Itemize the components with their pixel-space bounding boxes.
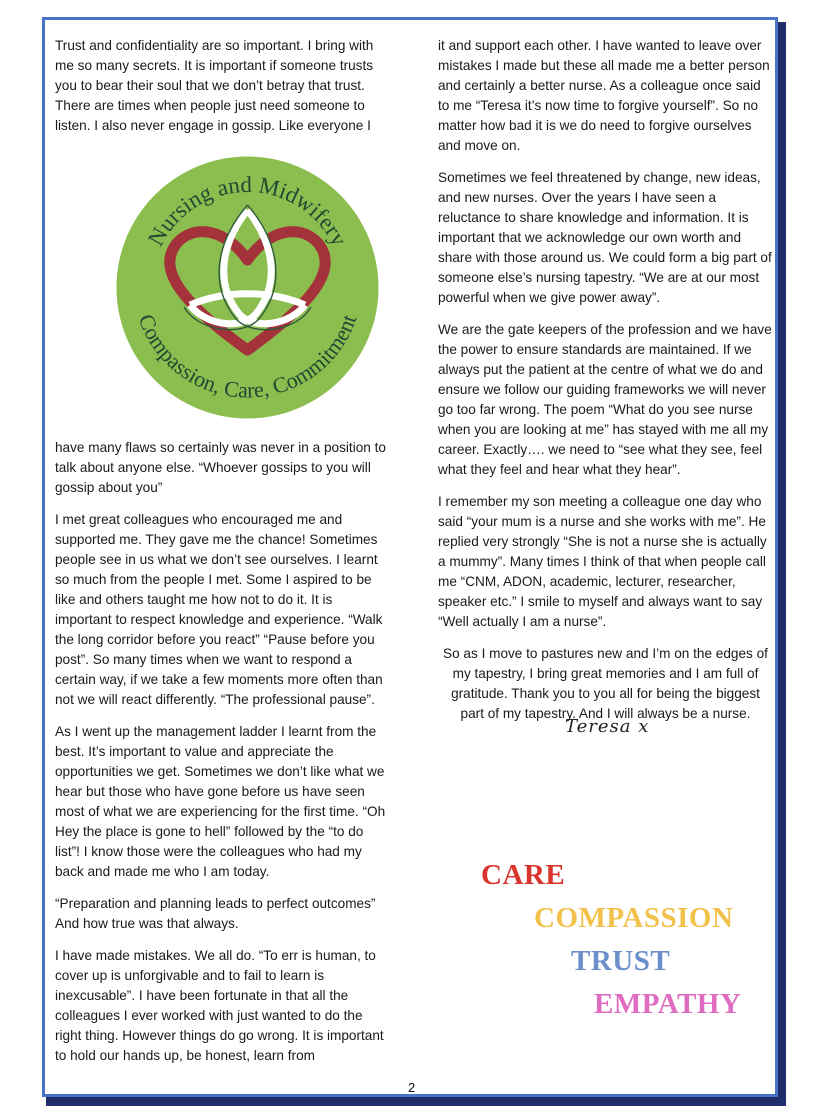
- value-compassion: COMPASSION: [534, 902, 734, 934]
- value-trust: TRUST: [571, 945, 671, 977]
- left-paragraph-gossip: have many flaws so certainly was never in a position to talk about anyone else. “Whoever gossips to you will gossip about you”: [55, 440, 386, 495]
- logo-top-text: Nursing and Midwifery: [143, 171, 353, 250]
- right-paragraph-change: Sometimes we feel threatened by change, new ideas, and new nurses. Over the years I have seen a reluctance to share knowledge and information. It is important that we acknowledge our own worth and share with those around us. We could form a big part of someone else’s nursing tapestry. “We are at our most powerful when we give power away”.: [438, 170, 772, 305]
- right-paragraph-support: it and support each other. I have wanted to leave over mistakes I made but these all made me a better person and certainly a better nurse. As a colleague once said to me “Teresa it’s now time to forgive yourself”. So no matter how bad it is we do need to forgive ourselves and move on.: [438, 38, 770, 153]
- left-paragraph-mistakes: I have made mistakes. We all do. “To err is human, to cover up is unforgivable and to fail to learn is inexcusable”. I have been fortunate in that all the colleagues I ever worked with just wanted to do the right thing. However things do go wrong. It is important to hold our hands up, be honest, learn from: [55, 948, 384, 1063]
- value-empathy: EMPATHY: [594, 988, 742, 1020]
- value-care: CARE: [481, 859, 566, 891]
- right-paragraph-gatekeepers: We are the gate keepers of the profession and we have the power to ensure standards are maintained. If we always put the patient at the centre of what we do and ensure we follow our guiding frameworks we will never go too far wrong. The poem “What do you see nurse when you are looking at me” has stayed with me all my career. Exactly…. we need to “see what they see, feel what they feel and hear what they hear”.: [438, 322, 772, 477]
- page-number: 2: [408, 1080, 416, 1095]
- nursing-midwifery-logo: [115, 155, 380, 420]
- newsletter-page: [42, 17, 778, 1097]
- logo-bottom-text: Compassion, Care, Commitment: [133, 310, 362, 403]
- left-column-continued: [55, 438, 391, 1078]
- right-paragraph-son: I remember my son meeting a colleague one day who said “your mum is a nurse and she works with me”. He replied very strongly “She is not a nurse she is actually a mummy”. Many times I think of that when people call me “CNM, ADON, academic, lecturer, researcher, speaker etc.” I smile to myself and always want to say “Well actually I am a nurse”.: [438, 494, 767, 629]
- right-paragraph-farewell: So as I move to pastures new and I’m on the edges of my tapestry, I bring great memories and I am full of gratitude. Thank you to you all for being the biggest part of my tapestry. And I will always be a nurse.: [443, 646, 768, 721]
- left-paragraph-colleagues: I met great colleagues who encouraged me and supported me. They gave me the chance! Sometimes people see in us what we don’t see ourselves. I learnt so much from the people I met. Some I aspired to be like and others taught me how not to do it. It is important to respect knowledge and experience. “Walk the long corridor before you react” “Pause before you post”. So many times when we want to respond a certain way, if we take a few moments more often than not we will react differently. “The professional pause”.: [55, 512, 383, 707]
- left-paragraph-trust: Trust and confidentiality are so important. I bring with me so many secrets. It is important if someone trusts you to bear their soul that we don’t betray that trust. There are times when people just need someone to listen. I also never engage in gossip. Like everyone I: [55, 38, 374, 133]
- left-column: [55, 36, 391, 148]
- left-paragraph-management: As I went up the management ladder I learnt from the best. It’s important to value and appreciate the opportunities we get. Sometimes we don’t like what we hear but those who have gone before us have seen most of what we are experiencing for the first time. “Oh Hey the place is gone to hell” followed by the “to do list”! I know those were the colleagues who had my back and made me who I am today.: [55, 724, 386, 879]
- signature: Teresa x: [565, 716, 650, 737]
- right-column: [438, 36, 773, 736]
- left-paragraph-preparation: “Preparation and planning leads to perfect outcomes” And how true was that always.: [55, 896, 376, 931]
